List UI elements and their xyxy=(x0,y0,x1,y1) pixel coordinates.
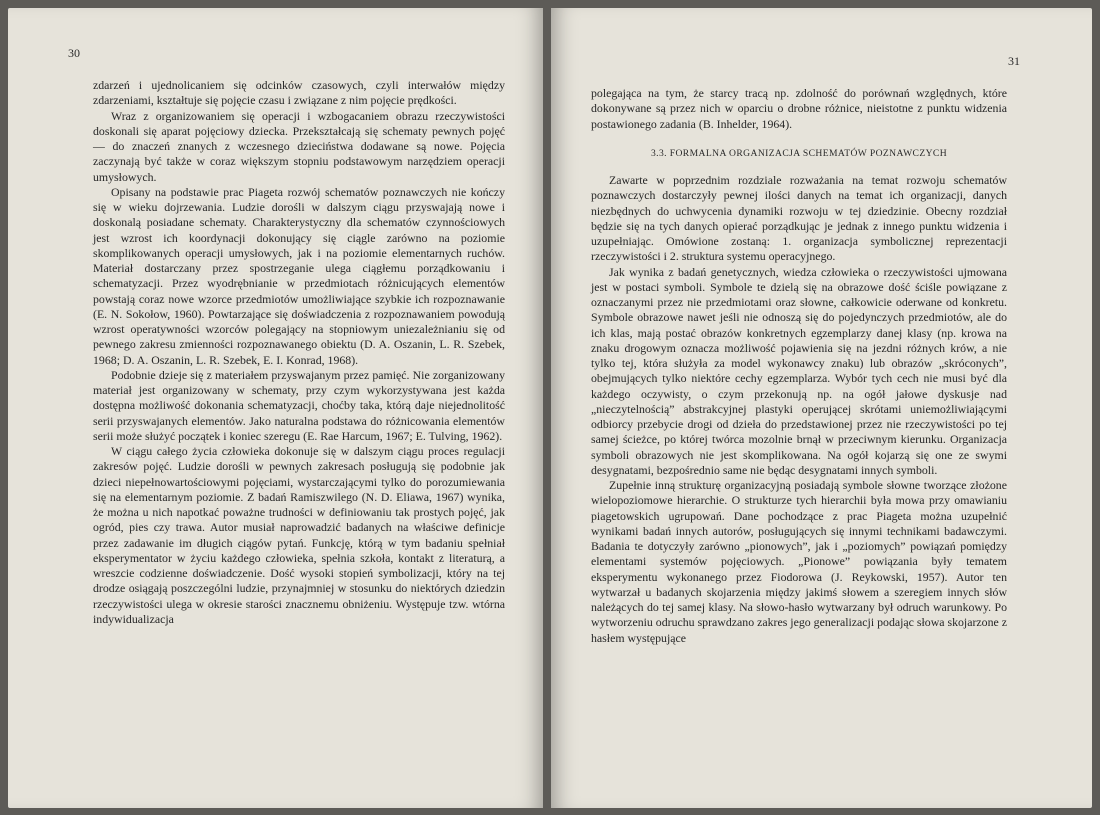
page-number-right: 31 xyxy=(1008,54,1020,68)
paragraph: polegająca na tym, że starcy tracą np. zdolność do porównań względnych, które dokonywane są przez nich w oparciu o drobne różnice, nieistotne z punktu widzenia postawionego zadania (B. Inhelder, 1964). xyxy=(591,86,1007,131)
right-page xyxy=(551,8,1092,808)
paragraph: Zupełnie inną strukturę organizacyjną posiadają symbole słowne tworzące złożone wielopoziomowe hierarchie. O strukturze tych hierarchii była mowa przy omawianiu piagetowskich ugrupowań. Dane pochodzące z prac Piageta można uzupełnić wynikami badań innych autorów, posługujących się innymi technikami badawczymi. Badania te dotyczyły zarówno „pionowych”, jak i „poziomych” powiązań pomiędzy elementami systemów pojęciowych. „Pionowe” powiązania były tematem eksperymentu wykonanego przez Fiodorowa (J. Reykowski, 1957). Autor ten wytwarzał u badanych skojarzenia między jakimś słowem a szeregiem innych słów należących do tej samej klasy. Na słowo-hasło wytwarzany był odruch warunkowy. Po wytworzeniu odruchu sprawdzano zakres jego generalizacji podając słowa skojarzone z hasłem występujące xyxy=(591,478,1008,645)
left-page xyxy=(8,8,543,808)
paragraph: Jak wynika z badań genetycznych, wiedza człowieka o rzeczywistości ujmowana jest w postaci symboli. Symbole te dzielą się na obrazowe dość ściśle powiązane z oznaczanymi przez nie przedmiotami oraz słowne, całkowicie oderwane od konkretu. Symbole obrazowe nawet jeśli nie odnoszą się do pojedynczych przedmiotów, ale do ich klas, mają postać obrazów konkretnych egzemplarzy danej klasy (np. krowa na znaku drogowym oznacza możliwość pojawienia się na jezdni różnych krów, a nie tylko tej, która służyła za model wykonawcy znaku) lub obrazów „skróconych”, obejmujących tylko niektóre cechy egzemplarza. Wybór tych cech nie musi być dla każdego oczywisty, o czym przekonują np. na ogół jałowe dyskusje nad „nieczytelnością” abstrakcyjnej plastyki operującej skrótami uniemożliwiającymi odbiorcy przebycie drogi od dzieła do przedstawionej przez nie rzeczywistości po tej samej ścieżce, po której twórca mozolnie brnął w przeciwnym kierunku. Organizacja symboli obrazowych nie jest skomplikowana. Na ogół kojarzą się one ze swymi desygnatami, bezpośrednio same nie będąc desygnatami innych symboli. xyxy=(591,264,1007,477)
paragraph: Opisany na podstawie prac Piageta rozwój schematów poznawczych nie kończy się w wieku dojrzewania. Ludzie dorośli w dalszym ciągu przyswajają nowe i doskonalą posiadane schematy. Charakterystyczny dla schematów czynnościowych jest wzrost ich koordynacji dokonujący się ciągle zarówno na poziomie skomplikowanych operacji umysłowych, jak i na poziomie elementarnych ruchów. Materiał dostarczany przez spostrzeganie ulega ciągłemu porządkowaniu i schematyzacji. Przez wyodrębnianie w przedmiotach różnicujących elementów powstają coraz nowe wzorce przedmiotów umożliwiające szybkie ich rozpoznawanie (E. N. Sokołow, 1960). Powtarzające się doświadczenia z rozpoznawaniem powodują wzrost operatywności wzorców polegający na stopniowym uniezależnianiu się od pewnego zakresu zmienności rozpoznawanego obiektu (D. A. Oszanin, L. R. Szebek, 1968; D. A. Oszanin, L. R. Szebek, E. I. Konrad, 1968). xyxy=(93,184,505,367)
page-number-left: 30 xyxy=(68,46,80,60)
paragraph: Zawarte w poprzednim rozdziale rozważania na temat rozwoju schematów poznawczych dostarczyły pewnej ilości danych na temat ich organizacji, danych niezbędnych do uchwycenia dynamiki rozwoju w tej dziedzinie. Obecny rozdział będzie się na tych danych opierać porządkując je jednak z innego punktu widzenia i uzupełniając. Omówione zostaną: 1. organizacja symbolicznej reprezentacji rzeczywistości i 2. struktura systemu operacyjnego. xyxy=(591,173,1007,264)
section-heading: 3.3. FORMALNA ORGANIZACJA SCHEMATÓW POZNAWCZYCH xyxy=(650,147,948,159)
paragraph: W ciągu całego życia człowieka dokonuje się w dalszym ciągu proces regulacji zakresów pojęć. Ludzie dorośli w pewnych zakresach posługują się podobnie jak dzieci niepełnowartościowymi pojęciami, wystarczającymi tylko do porozumiewania się na elementarnym poziomie. Z badań Ramiszwilego (N. D. Eliawa, 1967) wynika, że można u nich napotkać poważne trudności w definiowaniu tak prostych pojęć, jak ogród, pies czy trawa. Autor musiał naprowadzić badanych na właściwe definicje przez zadawanie im długich ciągów pytań. Funkcję, którą w tym badaniu spełniał eksperymentator w życiu każdego człowieka, spełnia szkoła, kontakt z literaturą, a wreszcie codzienne doświadczenie. Dość wysoki stopień symbolizacji, który na tej drodze osiągają poszczególni ludzie, przynajmniej w stosunku do niektórych dziedzin rzeczywistości ulega w okresie starości znacznemu obniżeniu. Występuje tzw. wtórna indywidualizacja xyxy=(93,444,505,626)
paragraph: Wraz z organizowaniem się operacji i wzbogacaniem obrazu rzeczywistości doskonali się aparat pojęciowy dziecka. Przekształcają się schematy pewnych pojęć — do znaczeń znanych z wczesnego dzieciństwa dodawane są nowe. Pojęcia zaczynają być także w coraz większym stopniu podstawowym narzędziem operacji umysłowych. xyxy=(93,108,505,184)
paragraph: zdarzeń i ujednolicaniem się odcinków czasowych, czyli interwałów między zdarzeniami, kształtuje się pojęcie czasu i związane z nim pojęcie prędkości. xyxy=(93,78,505,108)
left-page-body xyxy=(93,78,505,627)
paragraph: Podobnie dzieje się z materiałem przyswajanym przez pamięć. Nie zorganizowany materiał jest organizowany w schematy, przy czym wykorzystywana jest każda dostępna możliwość dokonania schematyzacji, choćby taka, którą daje niejednolitość serii przyswajanych elementów. Jako naturalna podstawa do różnicowania elementów serii może służyć początek i koniec szeregu (E. Rae Harcum, 1967; E. Tulving, 1962). xyxy=(93,367,505,443)
right-page-body xyxy=(591,86,1007,646)
